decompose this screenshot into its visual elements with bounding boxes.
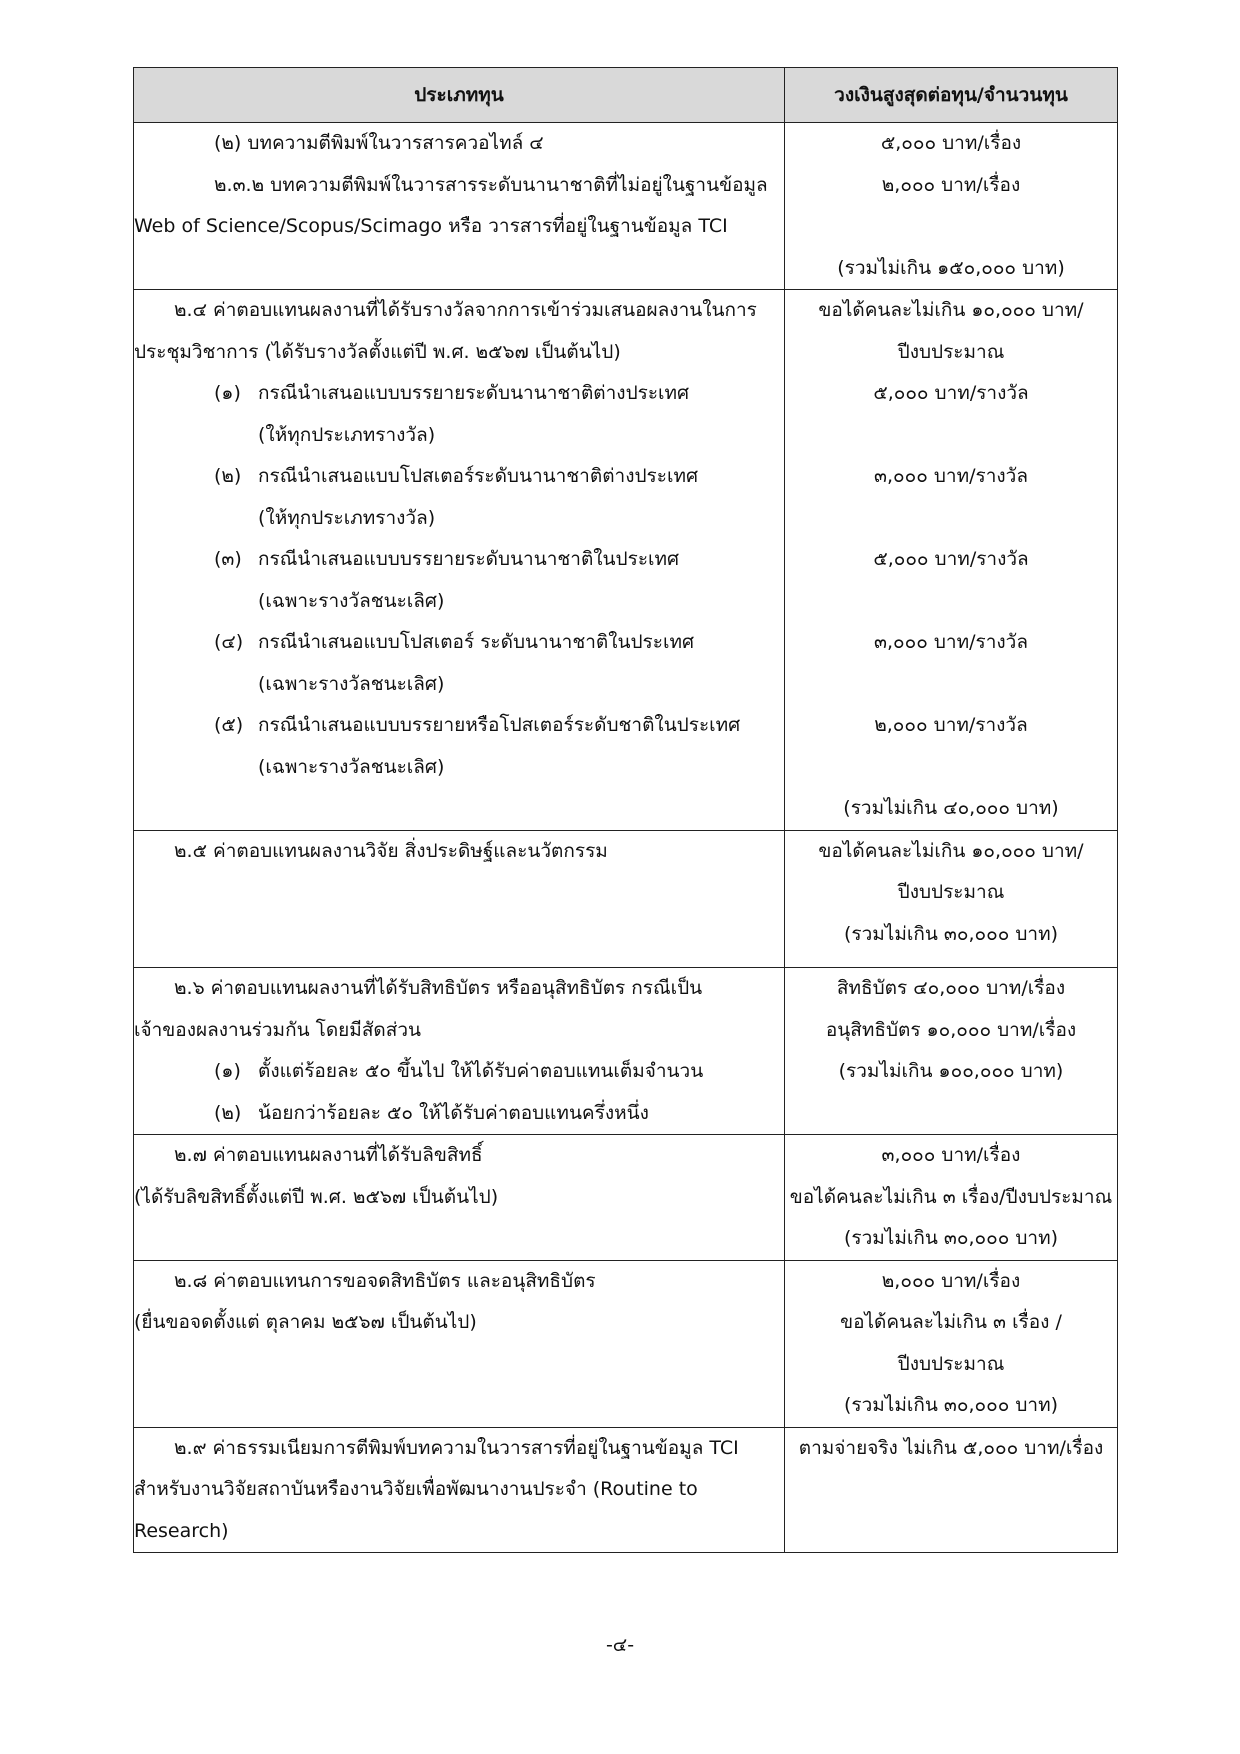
sub-item <box>134 539 784 581</box>
amount-cell <box>785 290 1118 831</box>
amount-cell <box>785 123 1118 290</box>
amount-text: ๒,๐๐๐ บาท/เรื่อง <box>881 1269 1021 1292</box>
sub-item <box>134 373 784 415</box>
grant-table <box>133 67 1118 1553</box>
row-text: ประชุมวิชาการ (ได้รับรางวัลตั้งแต่ปี พ.ศ. ๒๕๖๗ เป็นต้นไป) <box>134 340 621 363</box>
sub-item-text: กรณีนำเสนอแบบบรรยายระดับนานาชาติต่างประเทศ <box>258 382 690 404</box>
amount-text: ๓,๐๐๐ บาท/รางวัล <box>874 631 1028 653</box>
grant-type-cell <box>134 830 785 968</box>
amount-text: ๕,๐๐๐ บาท/เรื่อง <box>880 132 1022 154</box>
amount-cell <box>785 1135 1118 1261</box>
amount-text: ปีงบประมาณ <box>897 1352 1005 1375</box>
amount-cell <box>785 968 1118 1135</box>
row-text: ๒.๓.๒ บทความตีพิมพ์ในวารสารระดับนานาชาติที่ไม่อยู่ในฐานข้อมูล <box>214 173 768 196</box>
amount-total: (รวมไม่เกิน ๔๐,๐๐๐ บาท) <box>843 797 1059 819</box>
sub-item-text: กรณีนำเสนอแบบโปสเตอร์ ระดับนานาชาติในประเทศ <box>258 631 695 653</box>
row-text: Web of Science/Scopus/Scimago หรือ วารสารที่อยู่ในฐานข้อมูล TCI <box>134 215 728 237</box>
amount-text: ขอได้คนละไม่เกิน ๓ เรื่อง / <box>840 1311 1062 1333</box>
amount-total: (รวมไม่เกิน ๑๐๐,๐๐๐ บาท) <box>838 1060 1064 1082</box>
amount-text: ขอได้คนละไม่เกิน ๑๐,๐๐๐ บาท/ <box>818 299 1084 321</box>
sub-item-note: (ให้ทุกประเภทรางวัล) <box>258 423 436 446</box>
amount-text: ๕,๐๐๐ บาท/รางวัล <box>873 382 1029 404</box>
row-title: ๒.๔ ค่าตอบแทนผลงานที่ได้รับรางวัลจากการเข้าร่วมเสนอผลงานในการ <box>174 299 757 321</box>
sub-item-note: (เฉพาะรางวัลชนะเลิศ) <box>258 672 445 695</box>
sub-item-text: กรณีนำเสนอแบบบรรยายหรือโปสเตอร์ระดับชาติในประเทศ <box>258 714 741 736</box>
sub-item-note: (ให้ทุกประเภทรางวัล) <box>258 506 436 529</box>
sub-item-number: (๒) <box>214 1101 242 1124</box>
row-text: (๒) บทความตีพิมพ์ในวารสารควอไทล์ ๔ <box>214 132 544 154</box>
grant-type-cell <box>134 123 785 290</box>
sub-item-text: ตั้งแต่ร้อยละ ๕๐ ขึ้นไป ให้ได้รับค่าตอบแทนเต็มจำนวน <box>258 1060 704 1082</box>
sub-item-text: กรณีนำเสนอแบบบรรยายระดับนานาชาติในประเทศ <box>258 548 680 570</box>
sub-item-text: น้อยกว่าร้อยละ ๕๐ ให้ได้รับค่าตอบแทนครึ่งหนึ่ง <box>258 1101 649 1124</box>
table-row <box>134 1135 1118 1261</box>
sub-item <box>134 622 784 664</box>
row-text: (ได้รับลิขสิทธิ์ตั้งแต่ปี พ.ศ. ๒๕๖๗ เป็นต้นไป) <box>134 1185 499 1208</box>
row-text: เจ้าของผลงานร่วมกัน โดยมีสัดส่วน <box>134 1018 422 1041</box>
table-row <box>134 1427 1118 1553</box>
amount-text: ๒,๐๐๐ บาท/รางวัล <box>874 714 1028 736</box>
amount-text: ตามจ่ายจริง ไม่เกิน ๕,๐๐๐ บาท/เรื่อง <box>798 1436 1104 1459</box>
row-text: Research) <box>134 1519 229 1542</box>
amount-total: (รวมไม่เกิน ๓๐,๐๐๐ บาท) <box>843 922 1059 945</box>
sub-item <box>134 1093 784 1135</box>
sub-item <box>134 705 784 747</box>
sub-item-number: (๑) <box>214 382 241 404</box>
sub-item-note: (เฉพาะรางวัลชนะเลิศ) <box>258 589 445 612</box>
sub-item-number: (๓) <box>214 548 242 570</box>
amount-cell <box>785 1427 1118 1553</box>
grant-type-cell <box>134 1135 785 1261</box>
grant-type-cell <box>134 1260 785 1427</box>
table-row <box>134 968 1118 1135</box>
row-text: (ยื่นขอจดตั้งแต่ ตุลาคม ๒๕๖๗ เป็นต้นไป) <box>134 1311 477 1333</box>
row-title: ๒.๘ ค่าตอบแทนการขอจดสิทธิบัตร และอนุสิทธิบัตร <box>174 1269 596 1292</box>
amount-total: (รวมไม่เกิน ๑๕๐,๐๐๐ บาท) <box>837 256 1065 279</box>
amount-text: ขอได้คนละไม่เกิน ๓ เรื่อง/ปีงบประมาณ <box>789 1185 1113 1208</box>
sub-item-note: (เฉพาะรางวัลชนะเลิศ) <box>258 755 445 778</box>
table-header-row <box>134 68 1118 123</box>
sub-item-number: (๑) <box>214 1060 241 1082</box>
amount-cell <box>785 1260 1118 1427</box>
sub-item <box>134 1051 784 1093</box>
amount-text: ๕,๐๐๐ บาท/รางวัล <box>873 548 1029 570</box>
header-grant-type: ประเภททุน <box>134 68 785 123</box>
table-row <box>134 1260 1118 1427</box>
grant-type-cell <box>134 1427 785 1553</box>
row-title: ๒.๕ ค่าตอบแทนผลงานวิจัย สิ่งประดิษฐ์และนวัตกรรม <box>174 839 608 862</box>
amount-text: ขอได้คนละไม่เกิน ๑๐,๐๐๐ บาท/ <box>818 839 1084 862</box>
amount-text: ปีงบประมาณ <box>897 340 1005 363</box>
table-row <box>134 123 1118 290</box>
amount-text: ๓,๐๐๐ บาท/รางวัล <box>874 465 1028 487</box>
grant-type-cell <box>134 968 785 1135</box>
table-row <box>134 290 1118 831</box>
sub-item-number: (๒) <box>214 465 242 487</box>
row-text: สำหรับงานวิจัยสถาบันหรืองานวิจัยเพื่อพัฒนางานประจำ (Routine to <box>134 1478 698 1500</box>
grant-type-cell <box>134 290 785 831</box>
row-title: ๒.๗ ค่าตอบแทนผลงานที่ได้รับลิขสิทธิ์ <box>174 1144 483 1166</box>
row-title: ๒.๙ ค่าธรรมเนียมการตีพิมพ์บทความในวารสารที่อยู่ในฐานข้อมูล TCI <box>174 1436 739 1459</box>
sub-item-text: กรณีนำเสนอแบบโปสเตอร์ระดับนานาชาติต่างประเทศ <box>258 465 699 487</box>
amount-text: อนุสิทธิบัตร ๑๐,๐๐๐ บาท/เรื่อง <box>825 1018 1077 1041</box>
sub-item-number: (๕) <box>214 714 244 736</box>
page-number: -๔- <box>605 1634 635 1656</box>
table-row <box>134 830 1118 968</box>
sub-item-number: (๔) <box>214 631 244 653</box>
row-title: ๒.๖ ค่าตอบแทนผลงานที่ได้รับสิทธิบัตร หรืออนุสิทธิบัตร กรณีเป็น <box>174 977 703 999</box>
header-max-amount: วงเงินสูงสุดต่อทุน/จำนวนทุน <box>785 68 1118 123</box>
amount-cell <box>785 830 1118 968</box>
amount-text: ๒,๐๐๐ บาท/เรื่อง <box>881 173 1021 196</box>
amount-text: ๓,๐๐๐ บาท/เรื่อง <box>881 1144 1021 1166</box>
amount-text: สิทธิบัตร ๔๐,๐๐๐ บาท/เรื่อง <box>836 977 1066 999</box>
amount-total: (รวมไม่เกิน ๓๐,๐๐๐ บาท) <box>843 1394 1059 1416</box>
amount-text: ปีงบประมาณ <box>897 881 1005 903</box>
sub-item <box>134 456 784 498</box>
amount-total: (รวมไม่เกิน ๓๐,๐๐๐ บาท) <box>843 1227 1059 1249</box>
